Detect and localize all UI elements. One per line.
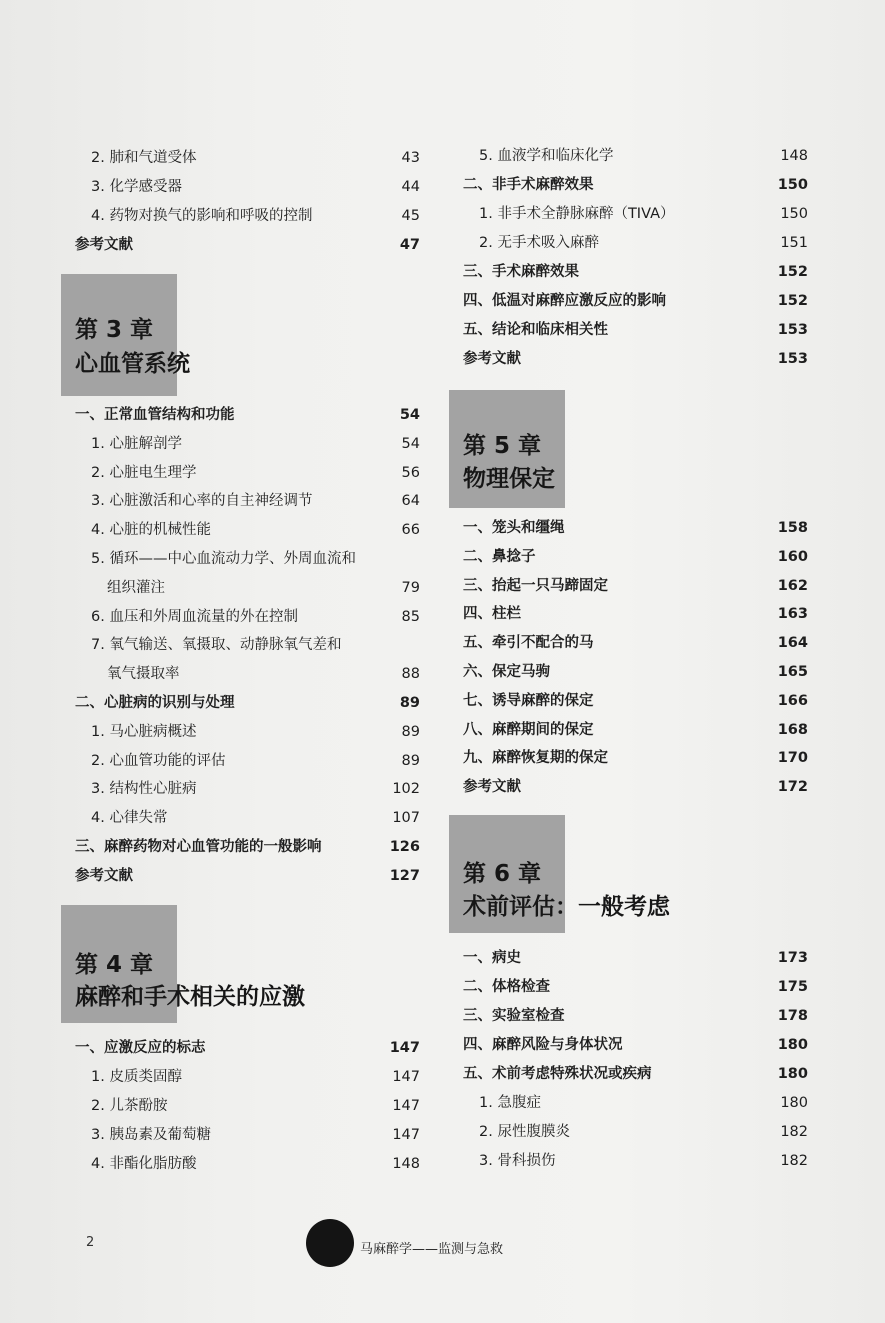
toc-entry [463, 633, 808, 653]
toc-entry [463, 1122, 808, 1142]
toc-entry [463, 748, 808, 768]
footer-book-title: 马麻醉学——监测与急救 [360, 1242, 504, 1257]
toc-entry [463, 204, 808, 224]
toc-entry [463, 662, 808, 682]
toc-entry-title: 三、麻醉药物对心血管功能的一般影响 [75, 839, 322, 855]
toc-entry-page: 153 [777, 322, 808, 338]
toc-entry-title: 1. 皮质类固醇 [91, 1069, 182, 1085]
toc-entry [75, 405, 420, 425]
toc-entry-title: 参考文献 [75, 237, 133, 253]
toc-entry-title: 七、诱导麻醉的保定 [463, 692, 594, 709]
toc-entry-title: 参考文献 [463, 779, 521, 796]
toc-entry [463, 349, 808, 369]
toc-entry-page: 182 [780, 1153, 808, 1169]
toc-entry [75, 808, 420, 828]
toc-entry-title: 3. 结构性心脏病 [91, 781, 197, 798]
toc-entry-page: 56 [401, 464, 420, 481]
toc-entry-page: 172 [777, 779, 808, 796]
toc-entry-page: 102 [392, 781, 420, 798]
toc-entry-page: 180 [777, 1066, 808, 1082]
toc-entry [463, 518, 808, 538]
toc-entry [75, 434, 420, 454]
toc-entry [463, 1006, 808, 1026]
toc-entry [75, 607, 420, 627]
toc-entry-page: 43 [401, 150, 420, 166]
toc-entry [463, 977, 808, 997]
toc-entry [75, 722, 420, 742]
toc-entry-page: 158 [777, 520, 808, 536]
chapter-number: 第 4 章 [75, 952, 154, 978]
toc-entry-title: 4. 心脏的机械性能 [91, 522, 211, 539]
toc-entry-title: 四、麻醉风险与身体状况 [463, 1037, 623, 1053]
toc-entry-page: 173 [777, 950, 808, 966]
toc-entry [75, 235, 420, 255]
toc-entry-page: 147 [392, 1069, 420, 1085]
toc-entry-title: 4. 心律失常 [91, 810, 168, 827]
toc-entry [75, 1154, 420, 1174]
toc-entry-title: 3. 心脏激活和心率的自主神经调节 [91, 493, 313, 510]
toc-entry-page: 152 [777, 264, 808, 280]
toc-entry-title: 2. 无手术吸入麻醉 [479, 235, 599, 251]
toc-entry [75, 779, 420, 799]
toc-entry-page: 45 [401, 208, 420, 224]
toc-entry [75, 751, 420, 771]
toc-entry-title: 7. 氧气输送、氧摄取、动静脉氧气差和 [91, 637, 342, 654]
toc-entry-title: 1. 非手术全静脉麻醉（TIVA） [479, 206, 675, 222]
toc-entry-title: 2. 肺和气道受体 [91, 150, 197, 166]
toc-entry [463, 576, 808, 596]
toc-entry-page: 182 [780, 1124, 808, 1140]
toc-entry [463, 291, 808, 311]
toc-entry [463, 146, 808, 166]
toc-entry-page: 178 [777, 1008, 808, 1024]
toc-entry-page: 151 [780, 235, 808, 251]
toc-entry-page: 163 [777, 606, 808, 623]
chapter-number: 第 6 章 [463, 861, 542, 887]
toc-entry [463, 320, 808, 340]
toc-entry-page: 153 [777, 351, 808, 367]
toc-entry-title: 五、术前考虑特殊状况或疾病 [463, 1066, 652, 1082]
toc-entry-page: 66 [401, 522, 420, 539]
toc-entry [75, 148, 420, 168]
toc-entry-page: 150 [777, 177, 808, 193]
toc-entry-title: 2. 心脏电生理学 [91, 464, 197, 481]
toc-entry [463, 262, 808, 282]
toc-entry-page: 54 [401, 435, 420, 452]
toc-entry-title: 5. 血液学和临床化学 [479, 148, 614, 164]
toc-entry-page: 166 [777, 692, 808, 709]
toc-entry-title: 氧气摄取率 [107, 666, 180, 683]
toc-entry [463, 777, 808, 797]
toc-entry [463, 175, 808, 195]
toc-entry-page: 152 [777, 293, 808, 309]
toc-entry-page: 148 [392, 1156, 420, 1172]
toc-entry-page: 175 [777, 979, 808, 995]
toc-entry-page: 180 [780, 1095, 808, 1111]
toc-entry [75, 578, 420, 598]
toc-entry [75, 177, 420, 197]
toc-entry [463, 948, 808, 968]
toc-entry [75, 463, 420, 483]
toc-entry-title: 6. 血压和外周血流量的外在控制 [91, 608, 298, 625]
toc-entry-title: 参考文献 [463, 351, 521, 367]
toc-entry-page: 64 [401, 493, 420, 510]
toc-entry-page: 89 [401, 723, 420, 740]
toc-entry [75, 1096, 420, 1116]
toc-entry [75, 837, 420, 857]
toc-entry [463, 604, 808, 624]
toc-entry-title: 2. 心血管功能的评估 [91, 752, 226, 769]
toc-entry [463, 1064, 808, 1084]
toc-entry-page: 147 [392, 1098, 420, 1114]
toc-entry-title: 三、实验室检查 [463, 1008, 565, 1024]
chapter-title: 术前评估：一般考虑 [463, 894, 670, 920]
toc-entry-title: 二、非手术麻醉效果 [463, 177, 594, 193]
toc-entry [463, 1151, 808, 1171]
toc-entry-title: 三、抬起一只马蹄固定 [463, 577, 608, 594]
toc-entry-page: 47 [399, 237, 420, 253]
toc-entry-title: 3. 胰岛素及葡萄糖 [91, 1127, 211, 1143]
footer-page-number: 2 [86, 1235, 95, 1250]
toc-entry-page: 162 [777, 577, 808, 594]
toc-entry-page: 147 [392, 1127, 420, 1143]
toc-entry [463, 691, 808, 711]
toc-entry-page: 180 [777, 1037, 808, 1053]
toc-entry-title: 四、低温对麻醉应激反应的影响 [463, 293, 666, 309]
toc-entry [463, 720, 808, 740]
toc-entry [75, 1125, 420, 1145]
toc-entry [463, 1093, 808, 1113]
toc-entry [75, 491, 420, 511]
toc-entry [75, 664, 420, 684]
toc-entry-title: 九、麻醉恢复期的保定 [463, 750, 608, 767]
chapter-number: 第 5 章 [463, 433, 542, 459]
publisher-logo [306, 1219, 354, 1267]
chapter-title: 物理保定 [463, 466, 555, 492]
toc-entry-title: 二、心脏病的识别与处理 [75, 695, 235, 711]
toc-entry [75, 520, 420, 540]
toc-entry-title: 1. 心脏解剖学 [91, 435, 182, 452]
toc-entry [463, 547, 808, 567]
toc-entry [75, 206, 420, 226]
toc-entry-title: 四、柱栏 [463, 606, 521, 623]
toc-entry-page: 79 [401, 579, 420, 596]
toc-entry-page: 168 [777, 721, 808, 738]
toc-entry-title: 六、保定马驹 [463, 664, 550, 680]
chapter-title: 麻醉和手术相关的应激 [75, 984, 305, 1010]
toc-entry-title: 参考文献 [75, 867, 133, 884]
toc-entry [75, 1067, 420, 1087]
toc-entry-title: 二、鼻捻子 [463, 548, 536, 565]
toc-entry-title: 一、病史 [463, 950, 521, 966]
toc-entry [75, 1038, 420, 1058]
toc-entry-page: 107 [392, 810, 420, 827]
toc-entry-page: 147 [389, 1040, 420, 1056]
toc-entry-page: 126 [389, 839, 420, 855]
toc-entry-title: 一、正常血管结构和功能 [75, 407, 235, 423]
toc-entry-page: 148 [780, 148, 808, 164]
toc-entry [75, 693, 420, 713]
toc-entry-title: 三、手术麻醉效果 [463, 264, 579, 280]
toc-entry-title: 一、笼头和缰绳 [463, 520, 565, 536]
toc-entry-title: 3. 化学感受器 [91, 179, 182, 195]
toc-entry-page: 165 [777, 664, 808, 680]
toc-entry-title: 五、牵引不配合的马 [463, 635, 594, 652]
chapter-title: 心血管系统 [75, 351, 190, 377]
toc-entry-page: 54 [399, 407, 420, 423]
toc-entry-page: 160 [777, 548, 808, 565]
toc-entry [463, 233, 808, 253]
toc-entry-title: 4. 非酯化脂肪酸 [91, 1156, 197, 1172]
toc-entry-page: 164 [777, 635, 808, 652]
toc-entry-title: 5. 循环——中心血流动力学、外周血流和 [91, 551, 356, 567]
toc-entry-title: 2. 儿茶酚胺 [91, 1098, 168, 1114]
toc-entry-page: 150 [780, 206, 808, 222]
toc-entry-page: 89 [401, 752, 420, 769]
toc-entry-page: 127 [389, 867, 420, 884]
toc-entry-title: 3. 骨科损伤 [479, 1153, 556, 1169]
toc-entry-page: 44 [401, 179, 420, 195]
toc-entry-title: 1. 急腹症 [479, 1095, 541, 1111]
toc-entry-title: 1. 马心脏病概述 [91, 723, 197, 740]
toc-entry-page: 85 [401, 608, 420, 625]
toc-entry-page: 88 [401, 666, 420, 683]
toc-entry [463, 1035, 808, 1055]
toc-entry-title: 4. 药物对换气的影响和呼吸的控制 [91, 208, 313, 224]
toc-entry-title: 2. 尿性腹膜炎 [479, 1124, 570, 1140]
toc-entry [75, 866, 420, 886]
toc-entry-page: 89 [399, 695, 420, 711]
toc-entry-title: 八、麻醉期间的保定 [463, 721, 594, 738]
chapter-number: 第 3 章 [75, 317, 154, 343]
toc-entry-title: 二、体格检查 [463, 979, 550, 995]
toc-entry [75, 549, 420, 569]
toc-entry [75, 635, 420, 655]
toc-entry-title: 一、应激反应的标志 [75, 1040, 206, 1056]
toc-entry-page: 170 [777, 750, 808, 767]
toc-entry-title: 组织灌注 [107, 579, 165, 596]
toc-entry-title: 五、结论和临床相关性 [463, 322, 608, 338]
